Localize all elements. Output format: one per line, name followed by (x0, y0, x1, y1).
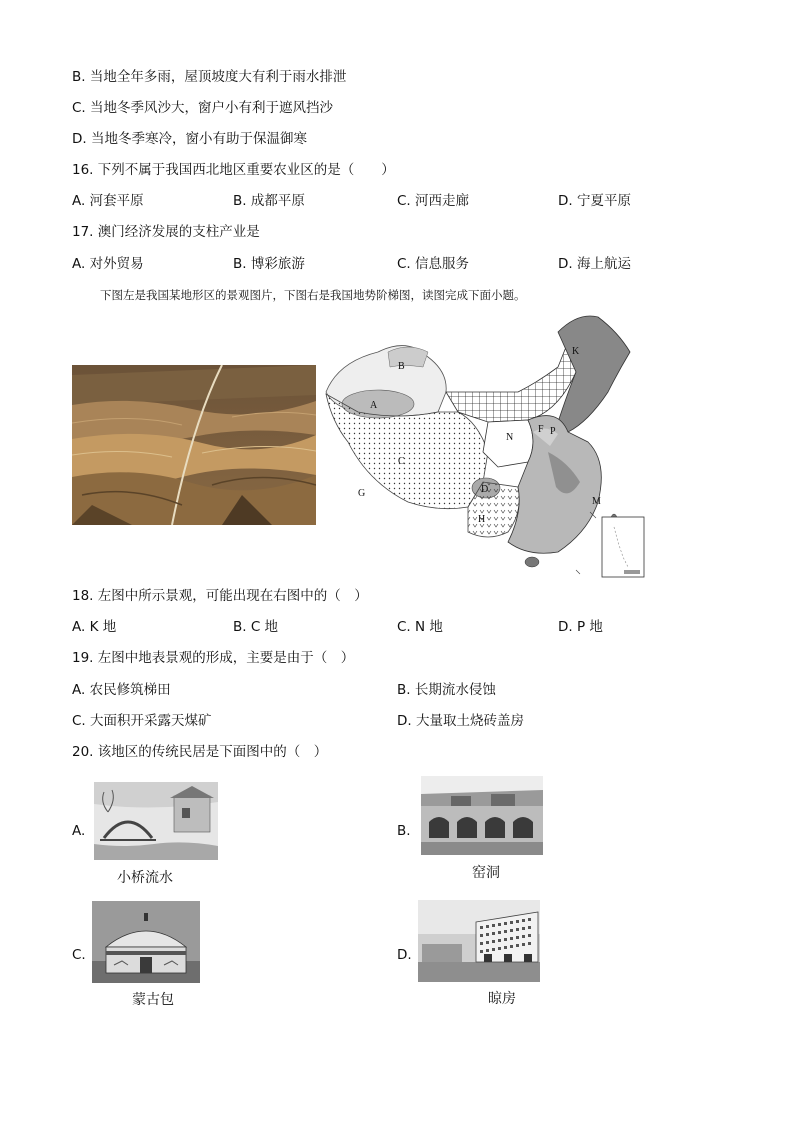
map-label-a: A (370, 400, 378, 411)
loess-terrace-photo (72, 365, 316, 525)
q17-option-c: C. 信息服务 (397, 256, 470, 272)
q15-option-b: B. 当地全年多雨，屋顶坡度大有利于雨水排泄 (72, 69, 347, 85)
q20-option-b-letter: B. (397, 823, 411, 839)
q17-option-b: B. 博彩旅游 (233, 256, 305, 272)
map-label-p: P (550, 426, 556, 437)
q19-option-a: A. 农民修筑梯田 (72, 682, 171, 698)
q20-option-c-letter: C. (72, 947, 86, 963)
figure-intro: 下图左是我国某地形区的景观图片，下图右是我国地势阶梯图，读图完成下面小题。 (100, 288, 526, 302)
q18-option-c: C. N 地 (397, 619, 443, 635)
q19-option-d: D. 大量取土烧砖盖房 (397, 713, 524, 729)
q20-option-a-caption: 小桥流水 (117, 870, 173, 886)
q19-option-c: C. 大面积开采露天煤矿 (72, 713, 212, 729)
q19-option-b: B. 长期流水侵蚀 (397, 682, 496, 698)
q16-option-c: C. 河西走廊 (397, 193, 470, 209)
map-label-m: M (592, 496, 601, 507)
map-label-h: H (478, 514, 486, 525)
map-label-k: K (572, 346, 580, 357)
q18-option-b: B. C 地 (233, 619, 279, 635)
q20-stem: 20. 该地区的传统民居是下面图中的（ ） (72, 744, 328, 760)
south-china-sea-inset (602, 517, 644, 577)
q15-option-c: C. 当地冬季风沙大，窗户小有利于遮风挡沙 (72, 100, 334, 116)
q16-option-b: B. 成都平原 (233, 193, 305, 209)
q18-stem: 18. 左图中所示景观，可能出现在右图中的（ ） (72, 588, 368, 604)
q19-stem: 19. 左图中地表景观的形成，主要是由于（ ） (72, 650, 355, 666)
q15-option-d: D. 当地冬季寒冷，窗小有助于保温御寒 (72, 131, 307, 147)
map-label-b: B (398, 361, 405, 372)
q16-option-a: A. 河套平原 (72, 193, 144, 209)
q18-option-d: D. P 地 (558, 619, 603, 635)
q20-option-b-caption: 窑洞 (472, 865, 500, 881)
map-label-c: C (398, 456, 405, 467)
map-label-n: N (506, 432, 514, 443)
inner-mongolia-plateau (446, 342, 576, 422)
q20-option-d-letter: D. (397, 947, 412, 963)
q20-option-d-caption: 晾房 (488, 991, 516, 1007)
cave-dwelling-photo (421, 776, 543, 855)
q20-option-c-caption: 蒙古包 (132, 992, 174, 1008)
map-label-f: F (538, 424, 544, 435)
drying-house-photo (418, 900, 540, 982)
map-label-d: D (481, 484, 489, 495)
loess-plateau (483, 420, 533, 467)
q17-option-d: D. 海上航运 (558, 256, 631, 272)
china-terrain-map (318, 312, 646, 578)
q18-option-a: A. K 地 (72, 619, 117, 635)
q17-option-a: A. 对外贸易 (72, 256, 144, 272)
q20-option-a-letter: A. (72, 823, 86, 839)
q16-option-d: D. 宁夏平原 (558, 193, 631, 209)
map-label-g: G (358, 488, 366, 499)
yurt-photo (92, 901, 200, 983)
q16-stem: 16. 下列不属于我国西北地区重要农业区的是（ ） (72, 162, 395, 178)
q17-stem: 17. 澳门经济发展的支柱产业是 (72, 224, 260, 240)
small-bridge-photo (94, 782, 218, 860)
